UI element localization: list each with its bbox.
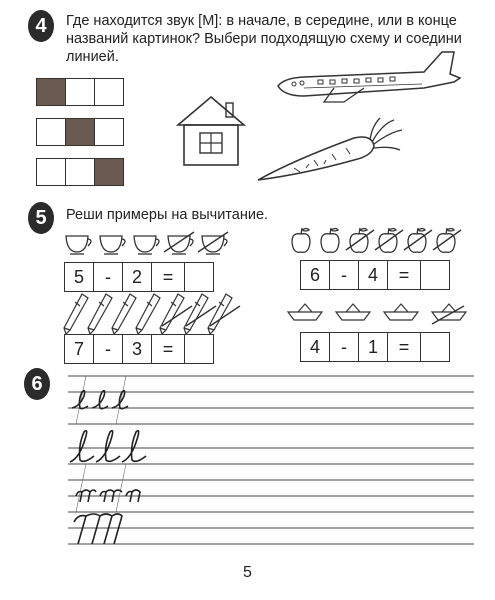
- eq-operator: -: [94, 335, 123, 363]
- eq-equals: =: [152, 263, 185, 291]
- cup-icon: [66, 236, 91, 254]
- eq-number-a: 4: [301, 333, 330, 361]
- house-icon[interactable]: [176, 95, 246, 167]
- eq-number-b: 1: [359, 333, 388, 361]
- scheme-cell: [95, 79, 123, 105]
- page-number: 5: [243, 564, 252, 581]
- eq-operator: -: [330, 261, 359, 289]
- scheme-cell: [95, 119, 123, 145]
- eq-number-a: 5: [65, 263, 94, 291]
- cursive-l-sample: [70, 391, 146, 462]
- equation-1: [64, 262, 214, 292]
- eq-operator: -: [330, 333, 359, 361]
- scheme-cell: [66, 159, 95, 185]
- boats-picture: [286, 302, 472, 328]
- airplane-icon[interactable]: [274, 48, 464, 106]
- task-5-badge: 5: [28, 202, 54, 234]
- eq-number-a: 7: [65, 335, 94, 363]
- answer-box[interactable]: [185, 263, 213, 291]
- pencils-picture: [62, 292, 242, 336]
- eq-equals: =: [152, 335, 185, 363]
- eq-number-a: 6: [301, 261, 330, 289]
- eq-equals: =: [388, 261, 421, 289]
- scheme-cell: [37, 119, 66, 145]
- cups-picture: [64, 230, 234, 258]
- equation-2: [300, 260, 450, 290]
- scheme-cell: [95, 159, 123, 185]
- equation-4: [300, 332, 450, 362]
- scheme-cell: [37, 79, 66, 105]
- sound-scheme-end[interactable]: [36, 158, 124, 186]
- eq-number-b: 2: [123, 263, 152, 291]
- task-4-text: Где находится звук [М]: в начале, в середине, или в конце названий картинок? Выбери подходящую схему и соедини линией.: [66, 13, 462, 65]
- eq-equals: =: [388, 333, 421, 361]
- answer-box[interactable]: [185, 335, 213, 363]
- scheme-cell: [66, 79, 95, 105]
- cursive-t-sample: [74, 490, 140, 544]
- sound-scheme-middle[interactable]: [36, 118, 124, 146]
- scheme-cell: [66, 119, 95, 145]
- eq-number-b: 3: [123, 335, 152, 363]
- answer-box[interactable]: [421, 261, 449, 289]
- eq-number-b: 4: [359, 261, 388, 289]
- equation-3: [64, 334, 214, 364]
- answer-box[interactable]: [421, 333, 449, 361]
- carrot-icon[interactable]: [254, 116, 404, 186]
- handwriting-lines[interactable]: [66, 370, 476, 550]
- scheme-cell: [37, 159, 66, 185]
- task-4-badge: 4: [28, 10, 54, 42]
- task-6-badge: 6: [24, 368, 50, 400]
- task-5-text: Реши примеры на вычитание.: [66, 207, 269, 223]
- apples-picture: [290, 226, 470, 256]
- eq-operator: -: [94, 263, 123, 291]
- sound-scheme-start[interactable]: [36, 78, 124, 106]
